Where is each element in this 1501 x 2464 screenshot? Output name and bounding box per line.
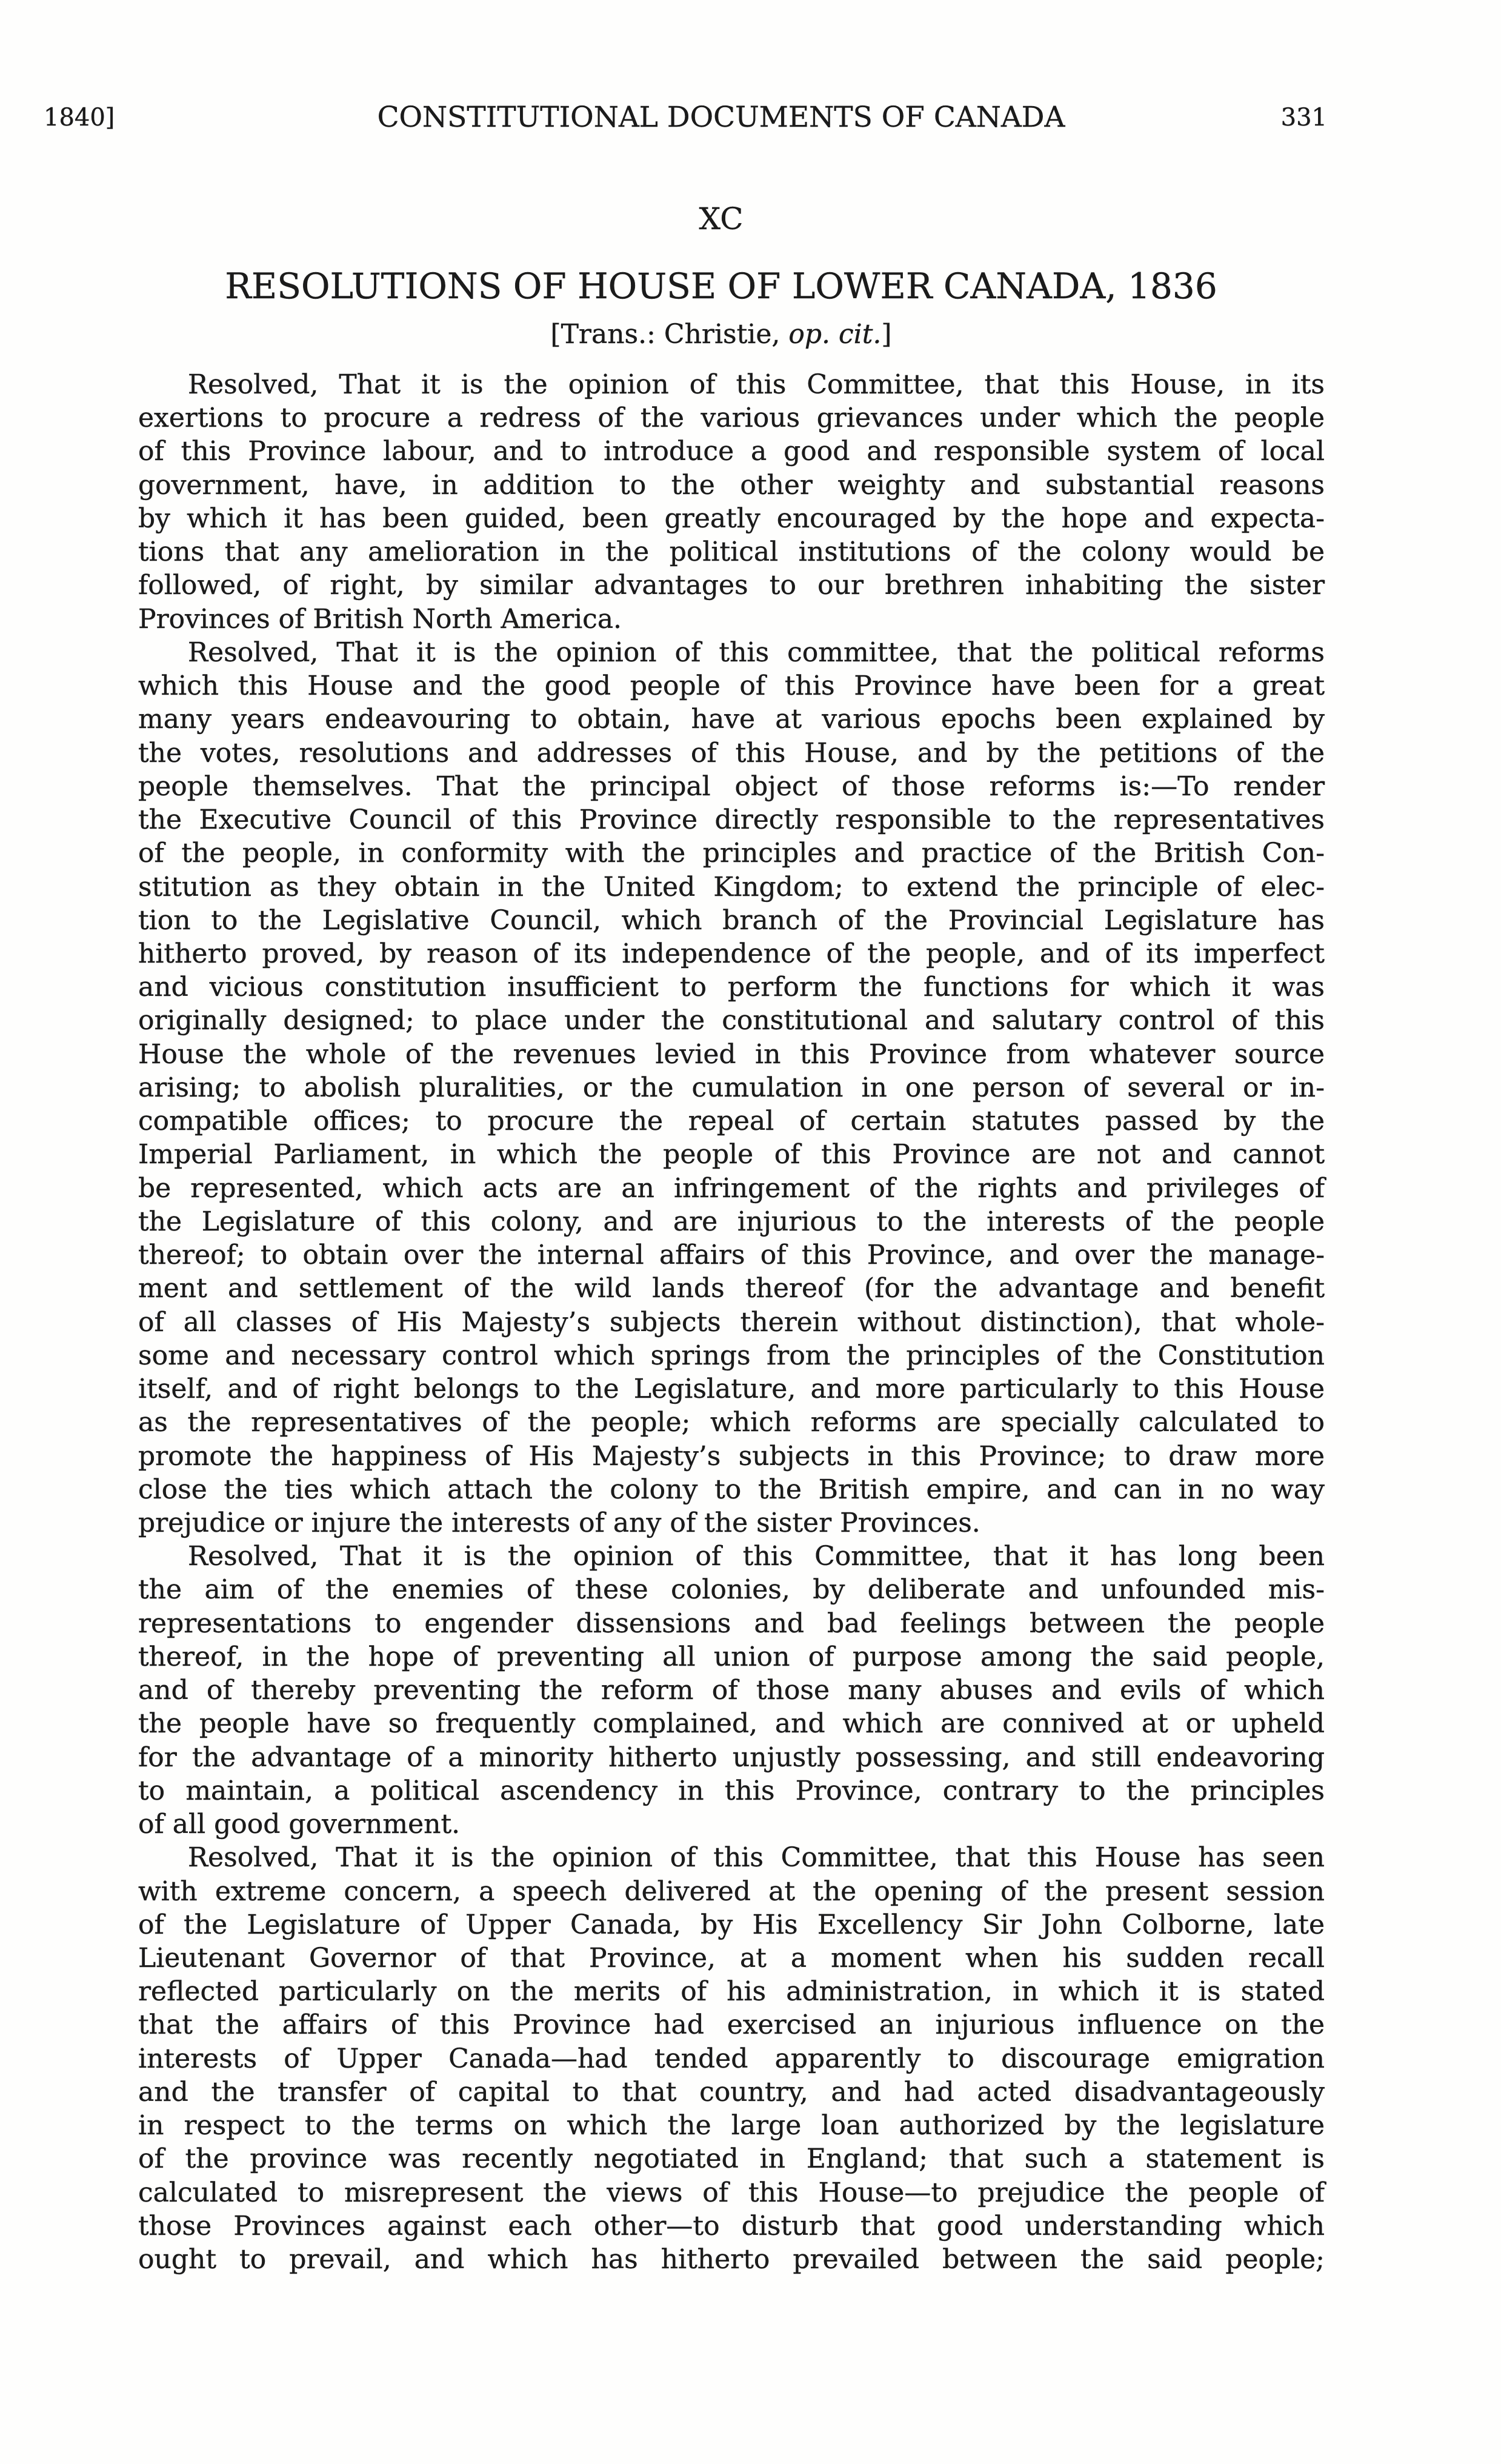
text-line: which this House and the good people of this Province have been for a great <box>138 670 1325 702</box>
text-line: to maintain, a political ascendency in this Province, contrary to the principles <box>138 1775 1325 1806</box>
text-line: followed, of right, by similar advantages to our brethren inhabiting the sister <box>138 570 1325 601</box>
text-line: and the transfer of capital to that country, and had acted disadvantageously <box>138 2076 1325 2108</box>
running-head-year: 1840] <box>44 104 115 132</box>
text-line: people themselves. That the principal object of those reforms is:—To render <box>138 770 1325 802</box>
document-number: XC <box>699 201 744 236</box>
text-line: and vicious constitution insufficient to perform the functions for which it was <box>138 972 1325 1003</box>
text-line: Resolved, That it is the opinion of this committee, that the political reforms <box>188 636 1325 668</box>
text-line: the votes, resolutions and addresses of this House, and by the petitions of the <box>138 737 1325 769</box>
text-line: close the ties which attach the colony to the British empire, and can in no way <box>138 1474 1325 1505</box>
text-line: representations to engender dissensions and bad feelings between the people <box>138 1608 1325 1639</box>
source-italic: op. cit. <box>788 319 882 350</box>
text-line: of all good government. <box>138 1809 461 1840</box>
text-line: compatible offices; to procure the repeal of certain statutes passed by the <box>138 1106 1325 1137</box>
text-line: the aim of the enemies of these colonies, by deliberate and unfounded mis- <box>138 1574 1325 1606</box>
paragraph <box>138 1540 1325 1841</box>
paragraph <box>138 1841 1325 2276</box>
text-line: thereof; to obtain over the internal affairs of this Province, and over the manage- <box>138 1240 1325 1271</box>
text-line: the people have so frequently complained, and which are connived at or upheld <box>138 1708 1325 1740</box>
text-line: calculated to misrepresent the views of this House—to prejudice the people of <box>138 2177 1325 2208</box>
source-citation <box>115 318 1327 351</box>
source-prefix: [Trans.: Christie, <box>550 319 780 350</box>
text-line: the Legislature of this colony, and are injurious to the interests of the people <box>138 1206 1325 1237</box>
text-line: Provinces of British North America. <box>138 603 622 635</box>
text-line: of the people, in conformity with the principles and practice of the British Con- <box>138 838 1325 869</box>
paragraph <box>138 368 1325 636</box>
text-line: originally designed; to place under the constitutional and salutary control of this <box>138 1005 1325 1037</box>
text-line: reflected particularly on the merits of his administration, in which it is stated <box>138 1976 1325 2008</box>
text-line: by which it has been guided, been greatly encouraged by the hope and expecta- <box>138 502 1325 534</box>
text-line: Resolved, That it is the opinion of this Committee, that this House has seen <box>188 1842 1325 1874</box>
text-line: Resolved, That it is the opinion of this Committee, that this House, in its <box>188 369 1325 400</box>
text-line: itself, and of right belongs to the Legislature, and more particularly to this House <box>138 1374 1325 1405</box>
text-line: exertions to procure a redress of the various grievances under which the people <box>138 402 1325 434</box>
text-line: tion to the Legislative Council, which branch of the Provincial Legislature has <box>138 904 1325 936</box>
running-head <box>0 99 1501 136</box>
text-line: and of thereby preventing the reform of those many abuses and evils of which <box>138 1675 1325 1706</box>
text-line: stitution as they obtain in the United Kingdom; to extend the principle of elec- <box>138 871 1325 903</box>
text-line: House the whole of the revenues levied in this Province from whatever source <box>138 1038 1325 1070</box>
text-line: of this Province labour, and to introduce a good and responsible system of local <box>138 436 1325 467</box>
text-line: some and necessary control which springs from the principles of the Constitution <box>138 1340 1325 1371</box>
page-number: 331 <box>1280 104 1327 132</box>
paragraph <box>138 636 1325 1540</box>
text-line: Resolved, That it is the opinion of this Committee, that it has long been <box>188 1541 1325 1572</box>
text-line: of all classes of His Majesty’s subjects therein without distinction), that whole- <box>138 1306 1325 1338</box>
text-line: many years endeavouring to obtain, have at various epochs been explained by <box>138 704 1325 735</box>
text-line: with extreme concern, a speech delivered at the opening of the present session <box>138 1875 1325 1907</box>
text-line: be represented, which acts are an infringement of the rights and privileges of <box>138 1172 1325 1204</box>
text-line: in respect to the terms on which the large loan authorized by the legislature <box>138 2110 1325 2142</box>
text-line: that the affairs of this Province had exercised an injurious influence on the <box>138 2009 1325 2041</box>
text-line: arising; to abolish pluralities, or the cumulation in one person of several or in- <box>138 1072 1325 1103</box>
text-line: tions that any amelioration in the political institutions of the colony would be <box>138 536 1325 568</box>
text-line: Lieutenant Governor of that Province, at a moment when his sudden recall <box>138 1943 1325 1974</box>
text-line: the Executive Council of this Province directly responsible to the representatives <box>138 804 1325 836</box>
text-line: thereof, in the hope of preventing all union of purpose among the said people, <box>138 1641 1325 1672</box>
text-line: those Provinces against each other—to disturb that good understanding which <box>138 2210 1325 2242</box>
text-line: interests of Upper Canada—had tended apparently to discourage emigration <box>138 2043 1325 2074</box>
source-suffix: ] <box>881 319 892 350</box>
text-line: Imperial Parliament, in which the people of this Province are not and cannot <box>138 1139 1325 1170</box>
body-text <box>138 368 1325 2276</box>
text-line: as the representatives of the people; which reforms are specially calculated to <box>138 1407 1325 1438</box>
text-line: for the advantage of a minority hitherto unjustly possessing, and still endeavoring <box>138 1741 1325 1773</box>
text-line: of the Legislature of Upper Canada, by His Excellency Sir John Colborne, late <box>138 1909 1325 1940</box>
text-line: hitherto proved, by reason of its independence of the people, and of its imperfect <box>138 938 1325 969</box>
text-line: promote the happiness of His Majesty’s subjects in this Province; to draw more <box>138 1440 1325 1472</box>
text-line: ought to prevail, and which has hitherto prevailed between the said people; <box>138 2244 1325 2275</box>
text-line: ment and settlement of the wild lands thereof (for the advantage and benefit <box>138 1273 1325 1304</box>
running-head-title: CONSTITUTIONAL DOCUMENTS OF CANADA <box>377 101 1065 134</box>
text-line: of the province was recently negotiated in England; that such a statement is <box>138 2143 1325 2175</box>
text-line: government, have, in addition to the other weighty and substantial reasons <box>138 469 1325 501</box>
text-line: prejudice or injure the interests of any of the sister Provinces. <box>138 1507 980 1538</box>
document-title: RESOLUTIONS OF HOUSE OF LOWER CANADA, 1836 <box>225 265 1217 307</box>
